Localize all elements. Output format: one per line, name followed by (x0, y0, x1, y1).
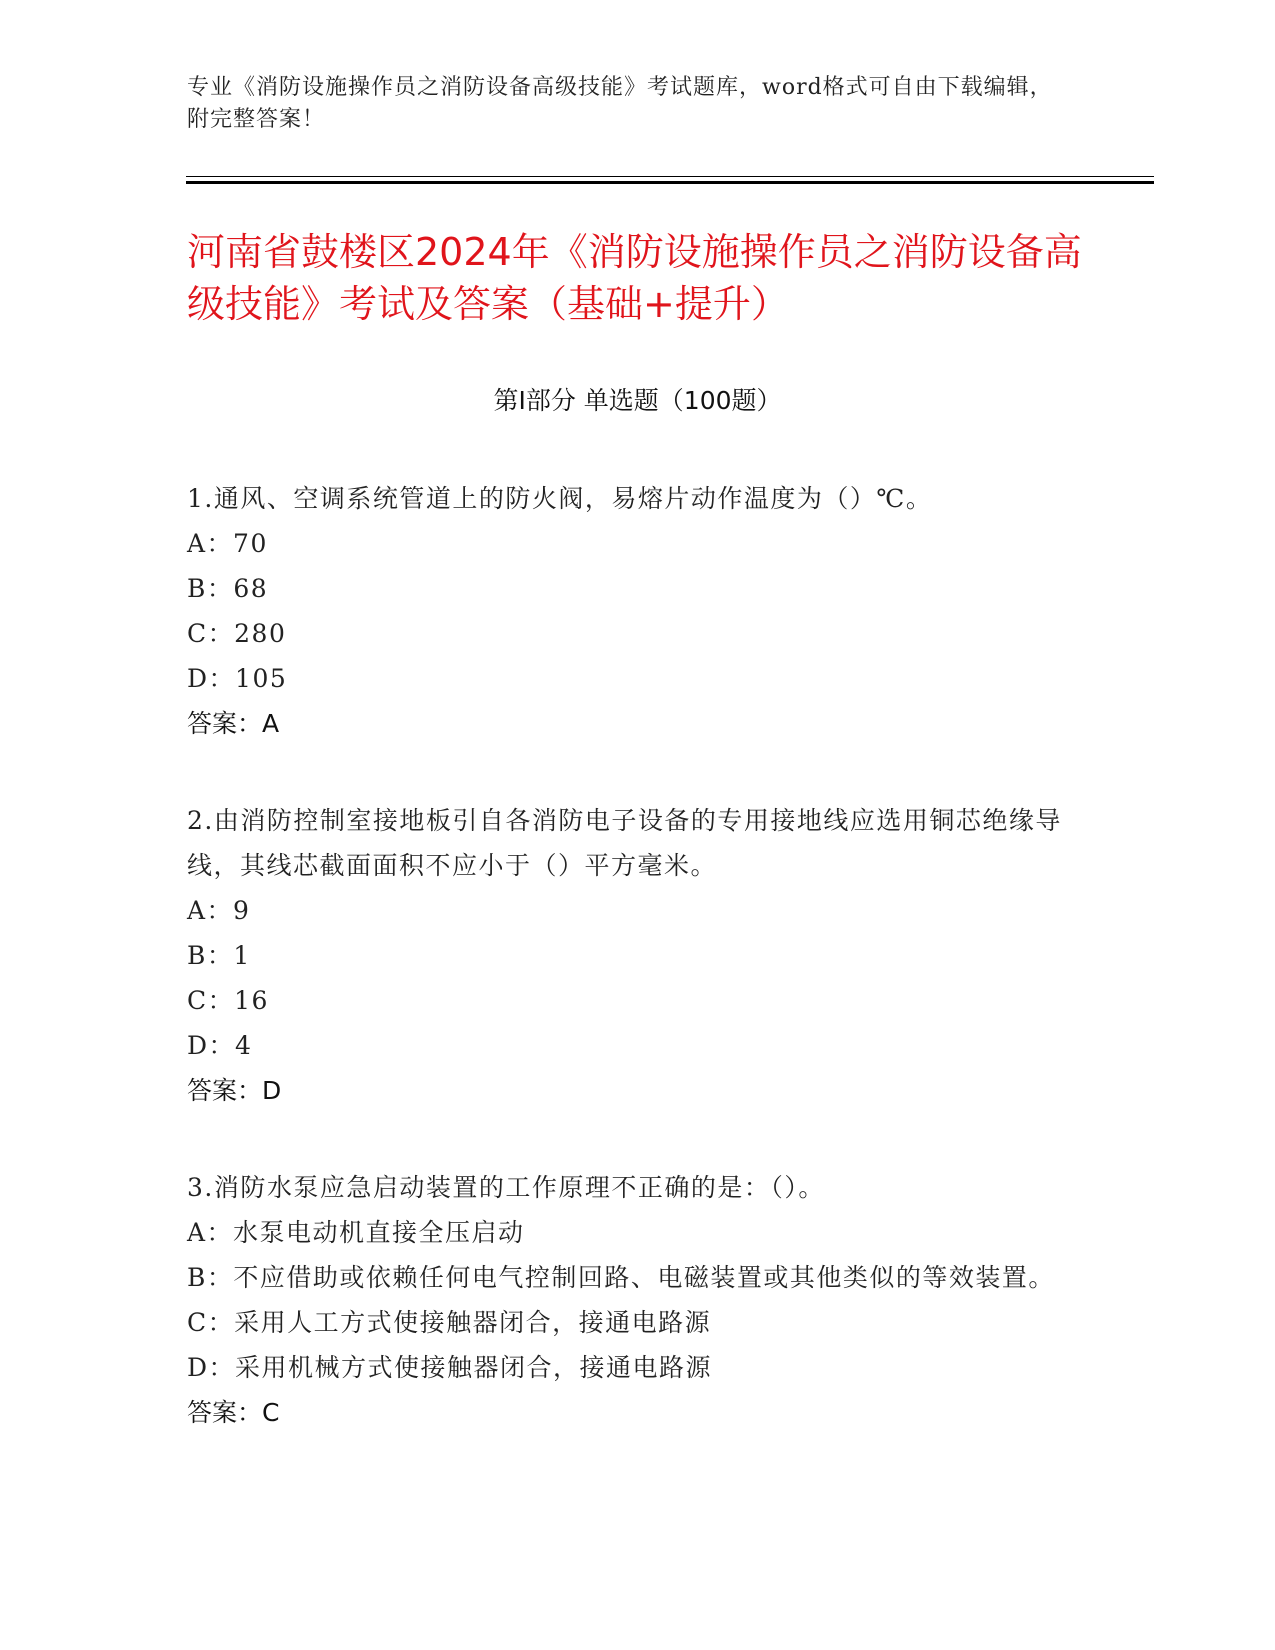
answer-line: 答案：C (187, 1398, 280, 1427)
option-d: D：采用机械方式使接触器闭合，接通电路源 (187, 1353, 713, 1382)
option-a: A：水泵电动机直接全压启动 (187, 1218, 525, 1247)
option-c: C：采用人工方式使接触器闭合，接通电路源 (187, 1308, 712, 1337)
option-a: A：70 (187, 529, 268, 558)
option-a: A：9 (187, 896, 251, 925)
option-d: D：105 (187, 664, 288, 693)
option-c: C：16 (187, 986, 269, 1015)
question-1 (187, 476, 1067, 746)
option-b: B：1 (187, 941, 251, 970)
section-heading: 第Ⅰ部分 单选题（100题） (493, 386, 782, 415)
answer-line: 答案：A (187, 709, 280, 738)
question-list (187, 476, 1067, 1487)
option-c: C：280 (187, 619, 287, 648)
question-3 (187, 1165, 1067, 1435)
header-divider-thick (186, 181, 1154, 184)
header-note: 专业《消防设施操作员之消防设备高级技能》考试题库，word格式可自由下载编辑，附完整答案！ (187, 75, 1053, 132)
header-divider-thin (186, 176, 1154, 177)
document-title: 河南省鼓楼区2024年《消防设施操作员之消防设备高级技能》考试及答案（基础+提升） (187, 230, 1082, 326)
option-b: B：不应借助或依赖任何电气控制回路、电磁装置或其他类似的等效装置。 (187, 1263, 1055, 1292)
question-2 (187, 798, 1067, 1113)
question-text: 1.通风、空调系统管道上的防火阀，易熔片动作温度为（）℃。 (187, 484, 933, 513)
option-d: D：4 (187, 1031, 253, 1060)
question-text: 3.消防水泵应急启动装置的工作原理不正确的是：（）。 (187, 1173, 825, 1202)
question-text: 2.由消防控制室接地板引自各消防电子设备的专用接地线应选用铜芯绝缘导线，其线芯截面面积不应小于（）平方毫米。 (187, 806, 1062, 880)
option-b: B：68 (187, 574, 269, 603)
answer-line: 答案：D (187, 1076, 282, 1105)
